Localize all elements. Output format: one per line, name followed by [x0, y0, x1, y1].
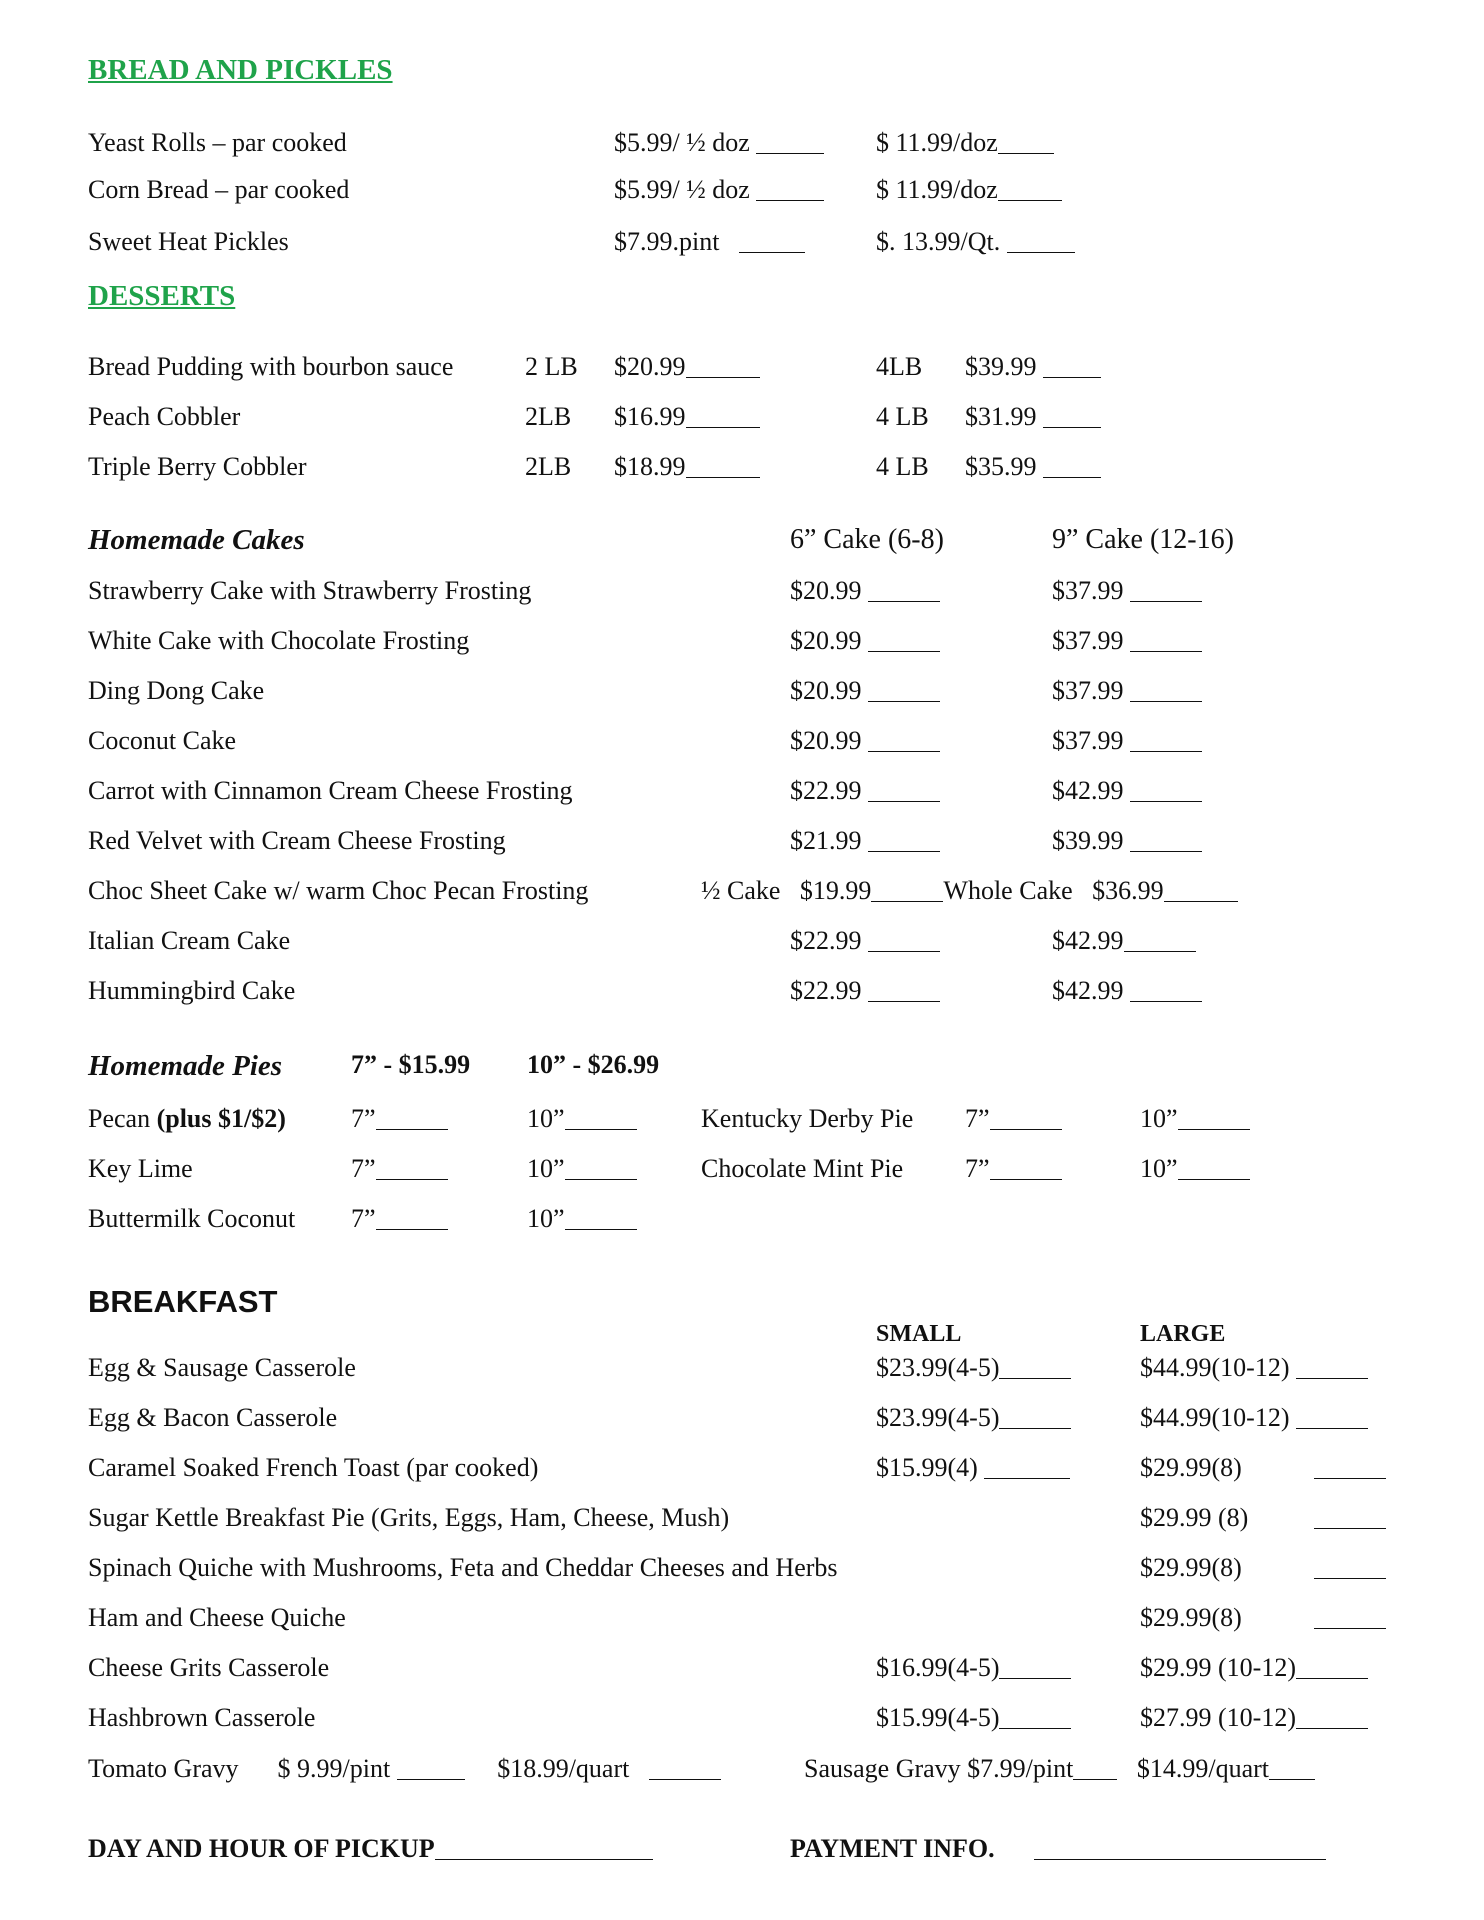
dessert-item-name: Bread Pudding with bourbon sauce	[88, 352, 454, 381]
order-blank[interactable]	[686, 377, 760, 378]
order-blank[interactable]	[565, 1129, 637, 1130]
order-blank[interactable]	[998, 200, 1062, 201]
order-blank[interactable]	[1130, 601, 1202, 602]
bread-item-price-full: $ 11.99/doz	[876, 130, 1054, 156]
order-blank[interactable]	[397, 1779, 465, 1780]
breakfast-price-large: $29.99 (8)	[1140, 1503, 1249, 1532]
order-blank[interactable]	[998, 153, 1054, 154]
breakfast-item-name: Hashbrown Casserole	[88, 1703, 316, 1732]
dessert-size-small: 2LB	[525, 452, 572, 481]
order-blank[interactable]	[868, 651, 940, 652]
order-blank[interactable]	[1073, 1779, 1117, 1780]
cake-price-9in: $37.99	[1052, 628, 1202, 654]
cake-price-6in: $22.99	[790, 978, 940, 1004]
pies-price-7in: 7” - $15.99	[351, 1050, 471, 1079]
cakes-col-9in: 9” Cake (12-16)	[1052, 524, 1234, 555]
breakfast-price-large: $27.99 (10-12)	[1140, 1705, 1368, 1731]
breakfast-price-small: $23.99(4-5)	[876, 1405, 1071, 1431]
breakfast-price-large: $44.99(10-12)	[1140, 1405, 1368, 1431]
dessert-item-name: Triple Berry Cobbler	[88, 452, 307, 481]
order-blank[interactable]	[1314, 1578, 1386, 1579]
order-blank[interactable]	[1130, 1001, 1202, 1002]
cake-item-name: Hummingbird Cake	[88, 976, 296, 1005]
order-blank[interactable]	[999, 1728, 1071, 1729]
order-blank[interactable]	[1314, 1528, 1386, 1529]
cake-price-9in: $37.99	[1052, 578, 1202, 604]
breakfast-price-small: $15.99(4)	[876, 1455, 1070, 1481]
order-blank[interactable]	[1164, 901, 1238, 902]
bread-item-price-quart: $. 13.99/Qt.	[876, 229, 1075, 255]
gravy-sausage: Sausage Gravy $7.99/pint $14.99/quart	[804, 1756, 1315, 1782]
order-blank[interactable]	[984, 1478, 1070, 1479]
order-blank[interactable]	[990, 1179, 1062, 1180]
breakfast-col-small: SMALL	[876, 1321, 962, 1347]
order-blank[interactable]	[1130, 751, 1202, 752]
dessert-item-name: Peach Cobbler	[88, 402, 241, 431]
dessert-price-small: $16.99	[614, 404, 760, 430]
cakes-col-6in: 6” Cake (6-8)	[790, 524, 944, 555]
pies-section-title: Homemade Pies	[88, 1050, 283, 1082]
pie-item-name: Key Lime	[88, 1154, 193, 1183]
breakfast-item-name: Sugar Kettle Breakfast Pie (Grits, Eggs, Ham, Cheese, Mush)	[88, 1503, 730, 1532]
order-blank[interactable]	[649, 1779, 721, 1780]
order-blank[interactable]	[1296, 1728, 1368, 1729]
dessert-price-small: $20.99	[614, 354, 760, 380]
order-blank[interactable]	[1043, 427, 1101, 428]
cakes-section-title: Homemade Cakes	[88, 524, 305, 556]
order-blank[interactable]	[1269, 1779, 1315, 1780]
order-blank[interactable]	[1296, 1428, 1368, 1429]
breakfast-price-large: $29.99(8)	[1140, 1453, 1242, 1482]
order-blank[interactable]	[1130, 701, 1202, 702]
order-blank[interactable]	[376, 1229, 448, 1230]
pie-order-10in: 10”	[1140, 1156, 1250, 1182]
order-blank[interactable]	[565, 1229, 637, 1230]
pie-order-7in: 7”	[351, 1106, 448, 1132]
order-blank[interactable]	[868, 751, 940, 752]
desserts-section-title: DESSERTS	[88, 280, 236, 312]
cake-item-name: Carrot with Cinnamon Cream Cheese Frosting	[88, 776, 573, 805]
order-blank[interactable]	[1043, 377, 1101, 378]
cake-price-6in: $20.99	[790, 578, 940, 604]
cake-price-6in: $20.99	[790, 628, 940, 654]
pie-order-10in: 10”	[527, 1206, 637, 1232]
bread-item-name: Corn Bread – par cooked	[88, 175, 350, 204]
pie-order-7in: 7”	[965, 1156, 1062, 1182]
cake-price-9in: $37.99	[1052, 728, 1202, 754]
cake-price-6in: $21.99	[790, 828, 940, 854]
bread-item-name: Yeast Rolls – par cooked	[88, 128, 347, 157]
order-blank[interactable]	[565, 1179, 637, 1180]
order-blank[interactable]	[1130, 851, 1202, 852]
breakfast-price-large: $44.99(10-12)	[1140, 1355, 1368, 1381]
sheet-cake-half: ½ Cake $19.99 Whole Cake $36.99	[701, 878, 1238, 904]
dessert-size-large: 4 LB	[876, 452, 929, 481]
order-blank[interactable]	[739, 252, 805, 253]
order-blank[interactable]	[1124, 951, 1196, 952]
breakfast-item-name: Cheese Grits Casserole	[88, 1653, 330, 1682]
breakfast-item-name: Caramel Soaked French Toast (par cooked)	[88, 1453, 539, 1482]
order-blank[interactable]	[376, 1179, 448, 1180]
pie-order-7in: 7”	[351, 1206, 448, 1232]
breakfast-price-large: $29.99(8)	[1140, 1603, 1242, 1632]
dessert-size-small: 2LB	[525, 402, 572, 431]
cake-price-6in: $22.99	[790, 778, 940, 804]
gravy-tomato: Tomato Gravy $ 9.99/pint $18.99/quart	[88, 1756, 721, 1782]
breakfast-price-large: $29.99(8)	[1140, 1553, 1242, 1582]
cake-price-6in: $20.99	[790, 728, 940, 754]
cake-price-9in: $37.99	[1052, 678, 1202, 704]
dessert-price-large: $31.99	[965, 404, 1101, 430]
cake-item-name: Red Velvet with Cream Cheese Frosting	[88, 826, 506, 855]
breakfast-item-name: Spinach Quiche with Mushrooms, Feta and Cheddar Cheeses and Herbs	[88, 1553, 838, 1582]
bread-item-name: Sweet Heat Pickles	[88, 227, 289, 256]
dessert-size-large: 4 LB	[876, 402, 929, 431]
dessert-price-small: $18.99	[614, 454, 760, 480]
breakfast-order-large	[1314, 1455, 1386, 1481]
cake-price-9in: $42.99	[1052, 928, 1196, 954]
bread-item-price-pint: $7.99.pint	[614, 229, 805, 255]
pie-order-7in: 7”	[965, 1106, 1062, 1132]
cake-price-9in: $42.99	[1052, 978, 1202, 1004]
pie-order-7in: 7”	[351, 1156, 448, 1182]
cake-price-6in: $20.99	[790, 678, 940, 704]
bread-item-price-half: $5.99/ ½ doz	[614, 130, 824, 156]
order-blank[interactable]	[999, 1678, 1071, 1679]
payment-input-line[interactable]	[1034, 1859, 1326, 1860]
cake-item-name: Strawberry Cake with Strawberry Frosting	[88, 576, 532, 605]
dessert-price-large: $35.99	[965, 454, 1101, 480]
breakfast-order-large	[1314, 1555, 1386, 1581]
order-blank[interactable]	[1130, 651, 1202, 652]
pie-item-name: Pecan (plus $1/$2)	[88, 1104, 286, 1133]
bread-item-price-half: $5.99/ ½ doz	[614, 177, 824, 203]
order-blank[interactable]	[756, 200, 824, 201]
breakfast-item-name: Egg & Bacon Casserole	[88, 1403, 338, 1432]
payment-label: PAYMENT INFO.	[790, 1836, 1326, 1862]
order-blank[interactable]	[868, 801, 940, 802]
breakfast-price-large: $29.99 (10-12)	[1140, 1655, 1368, 1681]
pie-item-name: Chocolate Mint Pie	[701, 1154, 904, 1183]
cake-price-6in: $22.99	[790, 928, 940, 954]
cake-price-9in: $39.99	[1052, 828, 1202, 854]
order-blank[interactable]	[1296, 1378, 1368, 1379]
pie-item-name: Buttermilk Coconut	[88, 1204, 296, 1233]
dessert-size-small: 2 LB	[525, 352, 578, 381]
order-blank[interactable]	[871, 901, 943, 902]
pickup-input-line[interactable]	[435, 1859, 653, 1860]
order-blank[interactable]	[868, 701, 940, 702]
cake-item-name: White Cake with Chocolate Frosting	[88, 626, 470, 655]
pickup-label: DAY AND HOUR OF PICKUP	[88, 1836, 653, 1862]
breakfast-price-small: $15.99(4-5)	[876, 1705, 1071, 1731]
order-blank[interactable]	[868, 951, 940, 952]
order-blank[interactable]	[1007, 252, 1075, 253]
breakfast-price-small: $16.99(4-5)	[876, 1655, 1071, 1681]
order-blank[interactable]	[868, 1001, 940, 1002]
order-blank[interactable]	[686, 427, 760, 428]
order-blank[interactable]	[999, 1428, 1071, 1429]
bread-section-title: BREAD AND PICKLES	[88, 54, 393, 86]
order-blank[interactable]	[1178, 1129, 1250, 1130]
breakfast-item-name: Ham and Cheese Quiche	[88, 1603, 346, 1632]
breakfast-col-large: LARGE	[1140, 1321, 1226, 1347]
cake-item-name: Ding Dong Cake	[88, 676, 265, 705]
order-blank[interactable]	[868, 851, 940, 852]
order-blank[interactable]	[756, 153, 824, 154]
order-blank[interactable]	[999, 1378, 1071, 1379]
order-blank[interactable]	[1178, 1179, 1250, 1180]
pie-order-10in: 10”	[527, 1106, 637, 1132]
breakfast-price-small: $23.99(4-5)	[876, 1355, 1071, 1381]
dessert-size-large: 4LB	[876, 352, 923, 381]
order-blank[interactable]	[376, 1129, 448, 1130]
order-blank[interactable]	[990, 1129, 1062, 1130]
cake-item-name: Coconut Cake	[88, 726, 237, 755]
order-blank[interactable]	[1314, 1628, 1386, 1629]
breakfast-item-name: Egg & Sausage Casserole	[88, 1353, 356, 1382]
cake-item-name: Italian Cream Cake	[88, 926, 291, 955]
dessert-price-large: $39.99	[965, 354, 1101, 380]
bread-item-price-full: $ 11.99/doz	[876, 177, 1062, 203]
order-blank[interactable]	[686, 477, 760, 478]
breakfast-order-large	[1314, 1605, 1386, 1631]
cake-item-name: Choc Sheet Cake w/ warm Choc Pecan Frosting	[88, 876, 589, 905]
order-blank[interactable]	[1314, 1478, 1386, 1479]
pies-price-10in: 10” - $26.99	[527, 1050, 660, 1079]
pie-item-name: Kentucky Derby Pie	[701, 1104, 914, 1133]
order-blank[interactable]	[1296, 1678, 1368, 1679]
breakfast-order-large	[1314, 1505, 1386, 1531]
order-blank[interactable]	[868, 601, 940, 602]
cake-price-9in: $42.99	[1052, 778, 1202, 804]
order-blank[interactable]	[1130, 801, 1202, 802]
pie-order-10in: 10”	[1140, 1106, 1250, 1132]
order-blank[interactable]	[1043, 477, 1101, 478]
pie-order-10in: 10”	[527, 1156, 637, 1182]
breakfast-section-title: BREAKFAST	[88, 1284, 278, 1319]
